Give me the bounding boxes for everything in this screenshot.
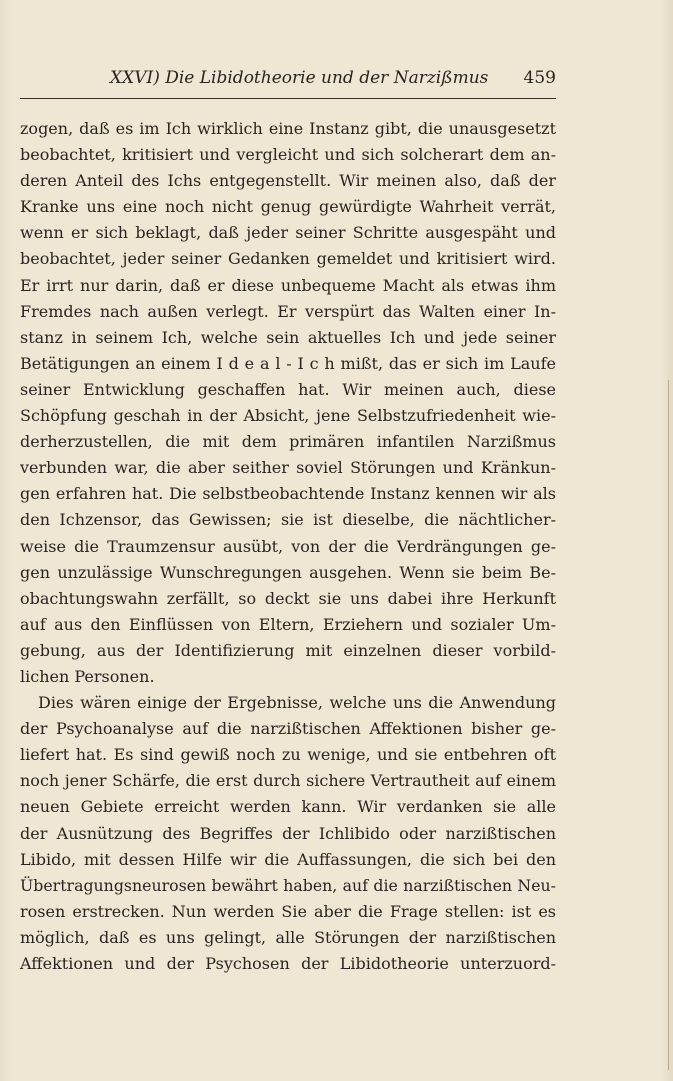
text-line: Übertragungsneurosen bewährt haben, auf die narzißtischen Neu- (20, 875, 556, 895)
text-line: derherzustellen, die mit dem primären infantilen Narzißmus (20, 432, 556, 452)
text-line: lichen Personen. (20, 666, 155, 686)
text-line: neuen Gebiete erreicht werden kann. Wir verdanken sie alle (20, 797, 556, 817)
page-edge-shadow (668, 380, 669, 1070)
text-line: stanz in seinem Ich, welche sein aktuelles Ich und jede seiner (20, 327, 556, 347)
text-line: seiner Entwicklung geschaffen hat. Wir meinen auch, diese (20, 379, 556, 399)
text-line: verbunden war, die aber seither soviel Störungen und Kränkun- (20, 458, 556, 478)
text-line: Betätigungen an einem I d e a l - I c h mißt, das er sich im Laufe (20, 353, 556, 373)
text-line: weise die Traumzensur ausübt, von der die Verdrängungen ge- (20, 536, 556, 556)
text-line: Libido, mit dessen Hilfe wir die Auffassungen, die sich bei den (20, 849, 556, 869)
text-line: deren Anteil des Ichs entgegenstellt. Wir meinen also, daß der (20, 171, 556, 191)
page-number: 459 (523, 68, 556, 88)
text-line: Fremdes nach außen verlegt. Er verspürt das Walten einer In- (20, 301, 556, 321)
paragraph-2 (20, 690, 556, 977)
body-text (20, 116, 556, 977)
text-line: Kranke uns eine noch nicht genug gewürdigte Wahrheit verrät, (20, 197, 556, 217)
text-line: wenn er sich beklagt, daß jeder seiner Schritte ausgespäht und (20, 223, 556, 243)
text-line: den Ichzensor, das Gewissen; sie ist dieselbe, die nächtlicher- (20, 510, 556, 530)
text-line: liefert hat. Es sind gewiß noch zu wenige, und sie entbehren oft (20, 745, 556, 765)
text-line: noch jener Schärfe, die erst durch sichere Vertrautheit auf einem (20, 771, 556, 791)
page-header (20, 64, 556, 92)
text-line: Er irrt nur darin, daß er diese unbequeme Macht als etwas ihm (20, 275, 556, 295)
text-line: rosen erstrecken. Nun werden Sie aber die Frage stellen: ist es (20, 901, 556, 921)
text-line: möglich, daß es uns gelingt, alle Störungen der narzißtischen (20, 927, 556, 947)
text-line: der Psychoanalyse auf die narzißtischen Affektionen bisher ge- (20, 719, 556, 739)
text-line: gebung, aus der Identifizierung mit einzelnen dieser vorbild- (20, 640, 556, 660)
text-line: gen unzulässige Wunschregungen ausgehen. Wenn sie beim Be- (20, 562, 556, 582)
text-line: obachtungswahn zerfällt, so deckt sie uns dabei ihre Herkunft (20, 588, 556, 608)
text-line: auf aus den Einflüssen von Eltern, Erziehern und sozialer Um- (20, 614, 556, 634)
text-line: beobachtet, jeder seiner Gedanken gemeldet und kritisiert wird. (20, 249, 556, 269)
text-line: Schöpfung geschah in der Absicht, jene Selbstzufriedenheit wie- (20, 406, 556, 426)
text-line: gen erfahren hat. Die selbstbeobachtende Instanz kennen wir als (20, 484, 556, 504)
text-line: Dies wären einige der Ergebnisse, welche uns die Anwendung (38, 693, 556, 713)
text-line: der Ausnützung des Begriffes der Ichlibido oder narzißtischen (20, 823, 556, 843)
running-head: XXVI) Die Libidotheorie und der Narzißmus (110, 68, 489, 88)
text-line: zogen, daß es im Ich wirklich eine Instanz gibt, die unausgesetzt (20, 119, 556, 138)
header-rule (20, 98, 556, 99)
paragraph-1 (20, 116, 556, 690)
text-line: beobachtet, kritisiert und vergleicht und sich solcherart dem an- (20, 145, 556, 165)
text-line: Affektionen und der Psychosen der Libidotheorie unterzuord- (20, 954, 556, 973)
